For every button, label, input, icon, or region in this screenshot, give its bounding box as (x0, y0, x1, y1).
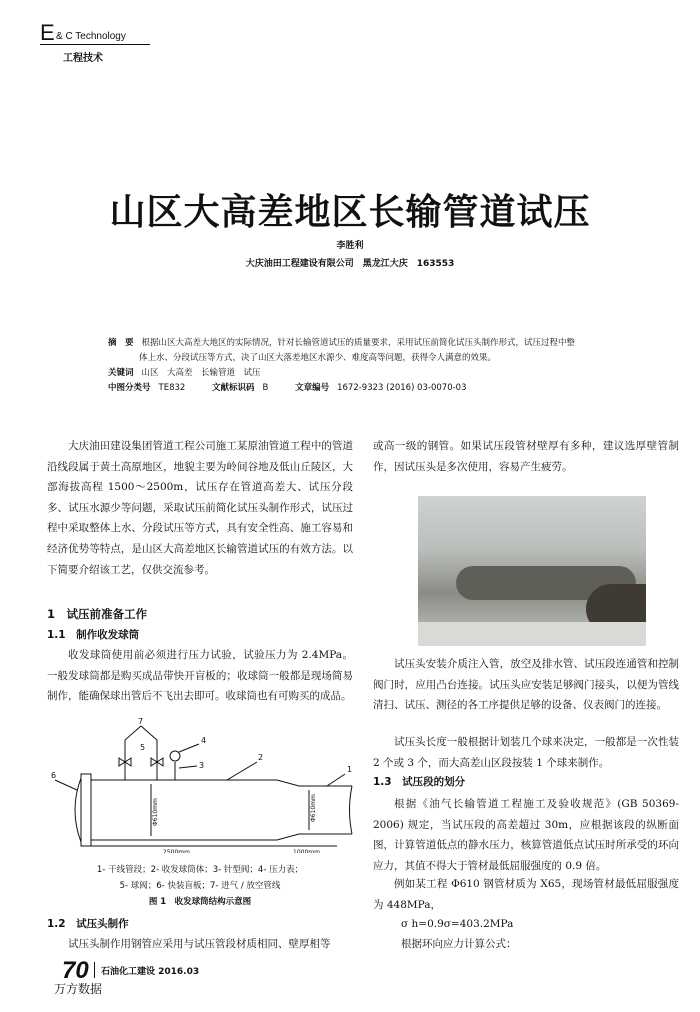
intro-paragraph: 大庆油田建设集团管道工程公司施工某原油管道工程中的管道沿线段属于黄土高原地区，地貌主要为岭间谷地及低山丘陵区，大部海拔高程 1500～2500m，试压存在管道高差大、试压分段多、试压水源少等问题，采取试压前简化试压头制作形式，试压过程中采取整体上水、分段试压等方式，具有安全性高、施工容易和经济优势等特点，是山区大高差地区长输管道试压的有效方法。以下简要介绍该工艺，仅供交流参考。 (47, 440, 353, 576)
header-rule (40, 44, 150, 45)
section-1-1-paragraph: 收发球筒使用前必须进行压力试验，试验压力为 2.4MPa。一般发球筒都是购买成品带快开盲板的；收球筒一般都是现场简易制作，能确保球出管后不飞出去即可。收球筒也有可购买的成品。 (47, 649, 353, 703)
figure-pig-barrel-diagram (47, 718, 357, 853)
pressure-gauge (170, 751, 180, 761)
page-number: 70 (62, 957, 89, 984)
figure-legend-2: 5- 球阀；6- 快装盲板；7- 进气 / 放空管线 (119, 881, 281, 891)
test-head-photo (418, 496, 646, 646)
keywords: 山区 大高差 长输管道 试压 (141, 368, 261, 378)
figure-legend-1: 1- 干线管段；2- 收发球筒体；3- 针型阀；4- 压力表； (96, 865, 304, 875)
quick-blind-flange (81, 774, 91, 846)
article-number-value: 1672-9323 (2016) 03-0070-03 (337, 383, 467, 393)
affiliation: 大庆油田工程建设有限公司 黑龙江大庆 163553 (245, 259, 455, 269)
test-head-length-paragraph: 试压头长度一般根据计划装几个球来决定，一般都是一次性装 2 个或 3 个，而大高差山区段按装 1 个球来制作。 (373, 736, 679, 769)
calc-paragraph: 根据环向应力计算公式： (401, 938, 517, 950)
author: 李胜利 (336, 241, 364, 251)
clc-value: TE832 (158, 383, 186, 393)
footer-divider (94, 962, 95, 978)
label-2: 2 (258, 753, 264, 762)
leader-4 (179, 744, 199, 752)
doc-code-value: B (262, 383, 269, 393)
dia-big-label: Φ610mm (152, 798, 159, 826)
doc-code-label: 文献标识码 (212, 383, 255, 393)
abstract-text-1: 根据山区大高差大地区的实际情况，针对长输管道试压的质量要求，采用试压前简化试压头制作形式，试压过程中整 (141, 338, 576, 348)
section-1-3-paragraph: 根据《油气长输管道工程施工及验收规范》(GB 50369-2006) 规定，当试压段的高差超过 30m，应根据该段的纵断面图，计算管道低点的静水压力，核算管道低点试压时所承受的环向应力，其值不得大于管材最低屈服强度的 0.9 倍。 (373, 798, 679, 872)
label-1: 1 (347, 765, 353, 774)
label-7: 7 (138, 718, 144, 726)
footer-journal: 石油化工建设 2016.03 (101, 967, 200, 977)
dim-right-label: 1000mm (293, 849, 320, 853)
abstract-text-2: 体上水、分段试压等方式，决了山区大落差地区水源少、难度高等问题，获得令人满意的效果。 (139, 353, 497, 363)
barrel-top-outline (91, 780, 352, 786)
section-1-3-heading: 1.3 试压段的划分 (373, 776, 466, 788)
journal-logo-text: & C Technology (56, 31, 126, 42)
formula: σ h=0.9σ=403.2MPa (401, 918, 514, 930)
article-number-label: 文章编号 (295, 383, 330, 393)
figure-caption: 图 1 收发球筒结构示意图 (148, 897, 252, 907)
keywords-label: 关键词 (108, 368, 134, 378)
abstract-label: 摘 要 (108, 338, 134, 348)
leader-3 (179, 766, 197, 768)
dia-small-label: Φ610mm (310, 794, 317, 822)
vent-pipe-join-left (125, 726, 141, 740)
journal-logo-letter: E (40, 20, 55, 45)
label-4: 4 (201, 736, 207, 745)
section-1-2-heading: 1.2 试压头制作 (47, 918, 129, 930)
label-3: 3 (199, 761, 205, 770)
vent-pipe-join-right (141, 726, 157, 740)
article-title: 山区大高差地区长输管道试压 (109, 191, 591, 233)
photo-ground (418, 622, 646, 646)
label-6: 6 (51, 771, 57, 780)
section-1-1-heading: 1.1 制作收发球筒 (47, 629, 140, 641)
pipe-end-break (350, 786, 353, 834)
dim-left-label: 2500mm (163, 849, 190, 853)
leader-6 (55, 780, 77, 790)
watermark: 万方数据 (54, 982, 103, 996)
barrel-bottom-outline (91, 834, 352, 840)
label-5: 5 (140, 743, 146, 752)
quick-blind-cap (75, 778, 81, 842)
section-1-2-paragraph: 试压头制作用钢管应采用与试压管段材质相同、壁厚相等 (68, 938, 331, 950)
leader-2 (227, 762, 257, 780)
abstract (108, 336, 628, 396)
leader-1 (327, 774, 345, 786)
section-1-heading: 1 试压前准备工作 (47, 607, 148, 621)
photo-description-paragraph: 试压头安装介质注入管，放空及排水管、试压段连通管和控制阀门时，应用凸台连接。试压头应安装足够阀门接头，以便为管线清扫、试压、测径的各工序提供足够的设备、仪表阀门的连接。 (373, 658, 679, 712)
right-continuation-paragraph: 或高一级的钢管。如果试压段管材壁厚有多种，建议选厚壁管制作，因试压头是多次使用，容易产生疲劳。 (373, 440, 679, 473)
column-label: 工程技术 (63, 53, 103, 64)
example-paragraph: 例如某工程 Φ610 钢管材质为 X65，现场管材最低屈服强度为 448MPa， (373, 878, 679, 911)
clc-label: 中图分类号 (108, 383, 151, 393)
